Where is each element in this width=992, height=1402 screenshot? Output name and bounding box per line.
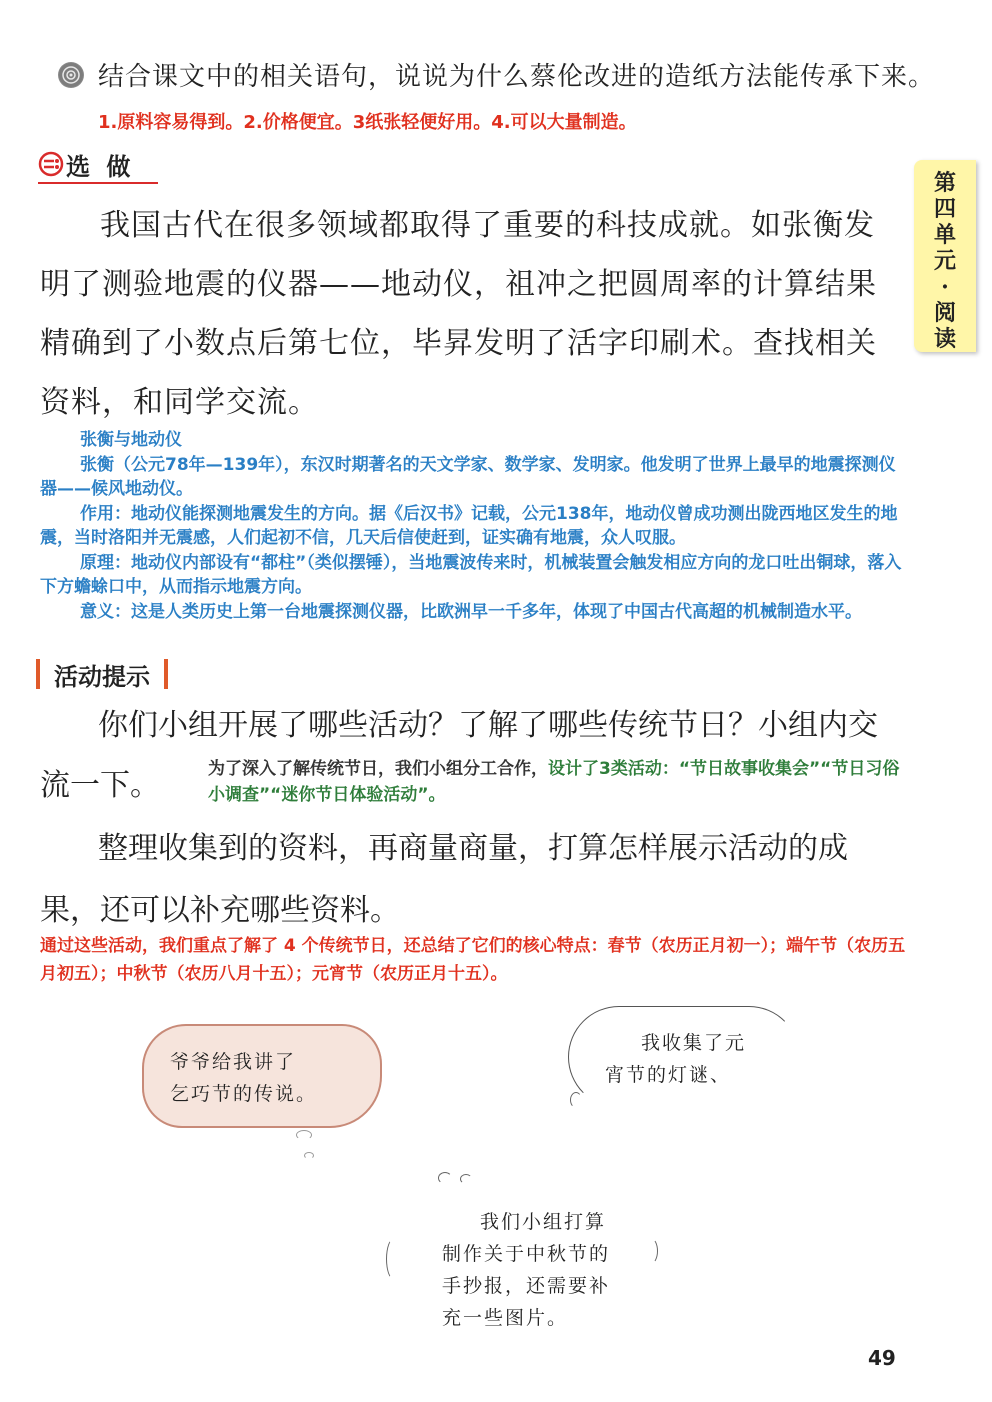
bubble-3-line-2: 制作关于中秋节的 [442, 1243, 611, 1265]
activity-note-green: 设计了3类活动：“节日故事收集会”“节日习俗小调查”“迷你节日体验活动”。 [208, 759, 900, 805]
notes-principle: 原理：地动仪内部设有“都柱”（类似摆锤），当地震波传来时，机械装置会触发相应方向的龙口吐出铜球，落入下方蟾蜍口中，从而指示地震方向。 [40, 552, 902, 597]
unit-tab-label: 第四单元·阅读 [933, 170, 956, 352]
bubble-1-tail-dot-small [304, 1152, 314, 1159]
activity-paragraph-1: 你们小组开展了哪些活动？了解了哪些传统节日？小组内交流一下。 [40, 708, 878, 803]
research-notes [40, 428, 910, 624]
bubble-2-line-1: 我收集了元 [641, 1032, 747, 1054]
bubble-3-line-1: 我们小组打算 [480, 1211, 607, 1233]
activity-paragraph-2: 整理收集到的资料，再商量商量，打算怎样展示活动的成果，还可以补充哪些资料。 [40, 831, 848, 928]
speech-bubble-lantern [568, 1006, 800, 1108]
bubble-1-line-1: 爷爷给我讲了 [170, 1051, 297, 1073]
bubble-1-line-2: 乞巧节的传说。 [170, 1083, 318, 1105]
speech-bubble-poster [386, 1168, 656, 1338]
bubble-1-tail-dot [296, 1130, 312, 1140]
question-text: 结合课文中的相关语句，说说为什么蔡伦改进的造纸方法能传承下来。 [98, 62, 936, 92]
activity-note-dark: 为了深入了解传统节日，我们小组分工合作， [208, 759, 548, 779]
bubble-2-tail-dot [570, 1092, 582, 1108]
unit-side-tab [914, 160, 976, 352]
question-icon [58, 62, 84, 88]
speech-bubble-grandpa [142, 1024, 382, 1128]
activity-bar-left [36, 659, 40, 689]
bubble-3-left-arc [386, 1238, 402, 1280]
activity-bar-right [164, 659, 168, 689]
bubble-3-right-arc [644, 1238, 658, 1264]
activity-answer: 通过这些活动，我们重点了解了 4 个传统节日，还总结了它们的核心特点：春节（农历正月初一）；端午节（农历五月初五）；中秋节（农历八月十五）；元宵节（农历正月十五）。 [40, 936, 906, 984]
activity-header [36, 658, 168, 690]
bubble-2-line-2: 宵节的灯谜、 [605, 1064, 732, 1086]
bubble-3-text [442, 1206, 610, 1334]
optional-icon [38, 151, 64, 177]
activity-title: 活动提示 [54, 662, 150, 691]
activity-note [208, 756, 908, 808]
page-number: 49 [868, 1346, 896, 1370]
optional-section-title: 选 做 [66, 152, 135, 181]
notes-function: 作用：地动仪能探测地震发生的方向。据《后汉书》记载，公元138年，地动仪曾成功测出陇西地区发生的地震，当时洛阳并无震感，人们起初不信，几天后信使赶到，证实确有地震，众人叹服。 [40, 503, 898, 548]
bubble-3-tail-dot-2 [460, 1174, 472, 1184]
bubble-3-tail-dot-1 [438, 1172, 452, 1184]
notes-intro: 张衡（公元78年—139年），东汉时期著名的天文学家、数学家、发明家。他发明了世界上最早的地震探测仪器——候风地动仪。 [40, 454, 896, 499]
bubble-3-line-4: 充一些图片。 [442, 1307, 569, 1329]
question-answer: 1.原料容易得到。2.价格便宜。3纸张轻便好用。4.可以大量制造。 [98, 112, 637, 133]
optional-paragraph: 我国古代在很多领域都取得了重要的科技成就。如张衡发明了测验地震的仪器——地动仪，祖冲之把圆周率的计算结果精确到了小数点后第七位，毕昇发明了活字印刷术。查找相关资料，和同学交流。 [40, 208, 877, 420]
section-underline [38, 182, 158, 184]
bubble-2-text [605, 1027, 746, 1091]
bubble-1-text [170, 1046, 317, 1110]
bubble-3-line-3: 手抄报，还需要补 [442, 1275, 611, 1297]
optional-section-header [38, 146, 134, 182]
notes-heading: 张衡与地动仪 [80, 430, 182, 450]
notes-significance: 意义：这是人类历史上第一台地震探测仪器，比欧洲早一千多年，体现了中国古代高超的机械制造水平。 [80, 601, 862, 622]
